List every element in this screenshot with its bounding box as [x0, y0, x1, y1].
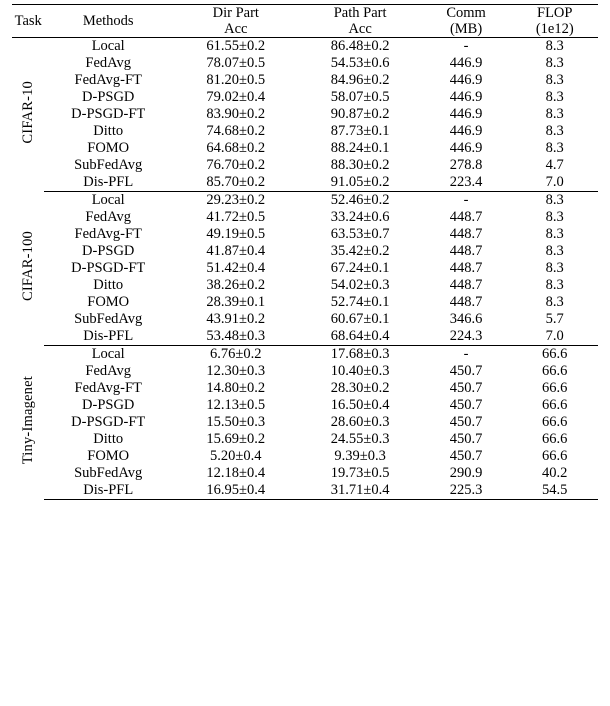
method-name: SubFedAvg: [74, 157, 143, 174]
comm-value: 448.7: [449, 226, 483, 243]
comm-value: 450.7: [449, 448, 483, 465]
flop-value: 8.3: [545, 277, 564, 294]
dir-part-acc-value: 5.20±0.4: [210, 448, 262, 465]
path-part-acc-value: 10.40±0.3: [330, 363, 390, 380]
results-table: [12, 4, 598, 500]
table-row: [12, 414, 598, 431]
comm-value: 446.9: [449, 72, 483, 89]
table-row: [12, 380, 598, 397]
dir-part-acc-value: 16.95±0.4: [172, 482, 300, 500]
comm-value: 448.7: [449, 260, 483, 277]
path-part-acc-value: 67.24±0.1: [330, 260, 390, 277]
table-row: [12, 260, 598, 277]
comm-value: 450.7: [449, 363, 483, 380]
table-row: [12, 311, 598, 328]
table-row: [12, 243, 598, 260]
header-methods: Methods: [44, 5, 172, 38]
table-row: [12, 226, 598, 243]
flop-value: 8.3: [545, 243, 564, 260]
path-part-acc-value: 63.53±0.7: [330, 226, 390, 243]
method-name: Local: [91, 38, 125, 55]
comm-value: 450.7: [449, 380, 483, 397]
method-name: D-PSGD-FT: [71, 414, 146, 431]
path-part-acc-value: 52.74±0.1: [330, 294, 390, 311]
flop-value: 8.3: [545, 294, 564, 311]
table-row: [12, 465, 598, 482]
method-name: SubFedAvg: [74, 465, 143, 482]
method-name: Ditto: [93, 277, 124, 294]
results-table-container: [0, 4, 610, 706]
method-name: SubFedAvg: [74, 311, 143, 328]
task-name: Tiny-Imagenet: [19, 376, 36, 465]
comm-value: 446.9: [449, 106, 483, 123]
path-part-acc-value: 24.55±0.3: [330, 431, 390, 448]
flop-value: 66.6: [542, 380, 568, 397]
table-row: [12, 174, 598, 192]
dir-part-acc-value: 41.87±0.4: [206, 243, 266, 260]
path-part-acc-value: 17.68±0.3: [330, 346, 390, 363]
method-name: FedAvg: [85, 55, 132, 72]
method-name: D-PSGD-FT: [71, 260, 146, 277]
dir-part-acc-value: 53.48±0.3: [172, 328, 300, 346]
path-part-acc-value: 86.48±0.2: [330, 38, 390, 55]
dir-part-acc-value: 79.02±0.4: [206, 89, 266, 106]
method-name: Ditto: [93, 431, 124, 448]
path-part-acc-value: 35.42±0.2: [330, 243, 390, 260]
dir-part-acc-value: 81.20±0.5: [206, 72, 266, 89]
comm-value: 346.6: [449, 311, 483, 328]
comm-value: 290.9: [449, 465, 483, 482]
path-part-acc-value: 33.24±0.6: [330, 209, 390, 226]
method-name: Local: [91, 192, 125, 209]
path-part-acc-value: 28.60±0.3: [330, 414, 390, 431]
flop-value: 66.6: [542, 397, 568, 414]
method-name: Local: [91, 346, 125, 363]
path-part-acc-value: 88.24±0.1: [330, 140, 390, 157]
method-name: FedAvg: [85, 209, 132, 226]
comm-value: 225.3: [421, 482, 512, 500]
dir-part-acc-value: 15.50±0.3: [206, 414, 266, 431]
path-part-acc-value: 54.53±0.6: [330, 55, 390, 72]
method-name: FedAvg-FT: [74, 380, 142, 397]
flop-value: 66.6: [542, 431, 568, 448]
path-part-acc-value: 16.50±0.4: [330, 397, 390, 414]
dir-part-acc-value: 15.69±0.2: [206, 431, 266, 448]
task-label-1: [12, 192, 44, 346]
comm-value: 223.4: [421, 174, 512, 192]
flop-value: 5.7: [545, 311, 564, 328]
table-row: [12, 431, 598, 448]
comm-value: 450.7: [449, 414, 483, 431]
method-name: FedAvg: [85, 363, 132, 380]
flop-value: 4.7: [545, 157, 564, 174]
task-label-2: [12, 346, 44, 500]
flop-value: 8.3: [545, 123, 564, 140]
method-name: Dis-PFL: [44, 328, 172, 346]
dir-part-acc-value: 6.76±0.2: [210, 346, 262, 363]
flop-value: 40.2: [542, 465, 568, 482]
path-part-acc-value: 91.05±0.2: [300, 174, 421, 192]
method-name: FOMO: [87, 140, 130, 157]
flop-value: 8.3: [545, 55, 564, 72]
dir-part-acc-value: 51.42±0.4: [206, 260, 266, 277]
dir-part-acc-value: 43.91±0.2: [206, 311, 266, 328]
table-row: [12, 346, 598, 364]
path-part-acc-value: 68.64±0.4: [300, 328, 421, 346]
path-part-acc-value: 19.73±0.5: [330, 465, 390, 482]
method-name: D-PSGD: [82, 243, 135, 260]
table-header-row: [12, 5, 598, 38]
flop-value: 66.6: [542, 448, 568, 465]
header-comm: Comm (MB): [421, 5, 512, 38]
method-name: Dis-PFL: [44, 174, 172, 192]
flop-value: 7.0: [511, 328, 598, 346]
table-row: [12, 397, 598, 414]
dir-part-acc-value: 78.07±0.5: [206, 55, 266, 72]
header-task: Task: [12, 5, 44, 38]
table-row: [12, 72, 598, 89]
header-dir-part-acc: Dir Part Acc: [172, 5, 300, 38]
table-row: [12, 363, 598, 380]
comm-value: -: [463, 346, 469, 363]
table-row: [12, 277, 598, 294]
comm-value: 446.9: [449, 123, 483, 140]
table-row: [12, 38, 598, 56]
path-part-acc-value: 60.67±0.1: [330, 311, 390, 328]
dir-part-acc-value: 49.19±0.5: [206, 226, 266, 243]
path-part-acc-value: 52.46±0.2: [330, 192, 390, 209]
table-row: [12, 157, 598, 174]
task-name: CIFAR-10: [19, 81, 36, 144]
dir-part-acc-value: 64.68±0.2: [206, 140, 266, 157]
header-path-part-acc: Path Part Acc: [300, 5, 421, 38]
dir-part-acc-value: 85.70±0.2: [172, 174, 300, 192]
table-row: [12, 192, 598, 210]
flop-value: 66.6: [542, 414, 568, 431]
comm-value: 446.9: [449, 140, 483, 157]
path-part-acc-value: 84.96±0.2: [330, 72, 390, 89]
comm-value: 448.7: [449, 243, 483, 260]
path-part-acc-value: 58.07±0.5: [330, 89, 390, 106]
table-row: [12, 123, 598, 140]
table-row: [12, 89, 598, 106]
flop-value: 8.3: [545, 192, 564, 209]
comm-value: 450.7: [449, 431, 483, 448]
table-row: [12, 328, 598, 346]
flop-value: 7.0: [511, 174, 598, 192]
path-part-acc-value: 28.30±0.2: [330, 380, 390, 397]
flop-value: 8.3: [545, 140, 564, 157]
dir-part-acc-value: 28.39±0.1: [206, 294, 266, 311]
comm-value: 448.7: [449, 277, 483, 294]
comm-value: 448.7: [449, 294, 483, 311]
table-row: [12, 55, 598, 72]
flop-value: 66.6: [542, 363, 568, 380]
dir-part-acc-value: 83.90±0.2: [206, 106, 266, 123]
flop-value: 8.3: [545, 106, 564, 123]
method-name: FOMO: [87, 448, 130, 465]
table-row: [12, 106, 598, 123]
flop-value: 8.3: [545, 226, 564, 243]
dir-part-acc-value: 14.80±0.2: [206, 380, 266, 397]
table-row: [12, 294, 598, 311]
dir-part-acc-value: 12.18±0.4: [206, 465, 266, 482]
path-part-acc-value: 9.39±0.3: [334, 448, 386, 465]
method-name: Dis-PFL: [44, 482, 172, 500]
comm-value: 278.8: [449, 157, 483, 174]
comm-value: 448.7: [449, 209, 483, 226]
path-part-acc-value: 87.73±0.1: [330, 123, 390, 140]
header-flop: FLOP (1e12): [511, 5, 598, 38]
comm-value: -: [463, 38, 469, 55]
comm-value: 446.9: [449, 89, 483, 106]
flop-value: 8.3: [545, 260, 564, 277]
table-row: [12, 140, 598, 157]
dir-part-acc-value: 38.26±0.2: [206, 277, 266, 294]
dir-part-acc-value: 61.55±0.2: [206, 38, 266, 55]
comm-value: 224.3: [421, 328, 512, 346]
task-label-0: [12, 38, 44, 192]
flop-value: 54.5: [511, 482, 598, 500]
method-name: D-PSGD: [82, 397, 135, 414]
flop-value: 8.3: [545, 72, 564, 89]
method-name: Ditto: [93, 123, 124, 140]
dir-part-acc-value: 12.13±0.5: [206, 397, 266, 414]
method-name: D-PSGD: [82, 89, 135, 106]
table-row: [12, 482, 598, 500]
dir-part-acc-value: 74.68±0.2: [206, 123, 266, 140]
dir-part-acc-value: 29.23±0.2: [206, 192, 266, 209]
flop-value: 8.3: [545, 209, 564, 226]
path-part-acc-value: 88.30±0.2: [330, 157, 390, 174]
flop-value: 8.3: [545, 38, 564, 55]
path-part-acc-value: 31.71±0.4: [300, 482, 421, 500]
dir-part-acc-value: 12.30±0.3: [206, 363, 266, 380]
method-name: D-PSGD-FT: [71, 106, 146, 123]
flop-value: 8.3: [545, 89, 564, 106]
path-part-acc-value: 54.02±0.3: [330, 277, 390, 294]
method-name: FedAvg-FT: [74, 72, 142, 89]
flop-value: 66.6: [542, 346, 568, 363]
method-name: FedAvg-FT: [74, 226, 142, 243]
path-part-acc-value: 90.87±0.2: [330, 106, 390, 123]
table-row: [12, 209, 598, 226]
dir-part-acc-value: 76.70±0.2: [206, 157, 266, 174]
comm-value: -: [463, 192, 469, 209]
comm-value: 450.7: [449, 397, 483, 414]
comm-value: 446.9: [449, 55, 483, 72]
table-row: [12, 448, 598, 465]
task-name: CIFAR-100: [19, 231, 36, 302]
method-name: FOMO: [87, 294, 130, 311]
dir-part-acc-value: 41.72±0.5: [206, 209, 266, 226]
